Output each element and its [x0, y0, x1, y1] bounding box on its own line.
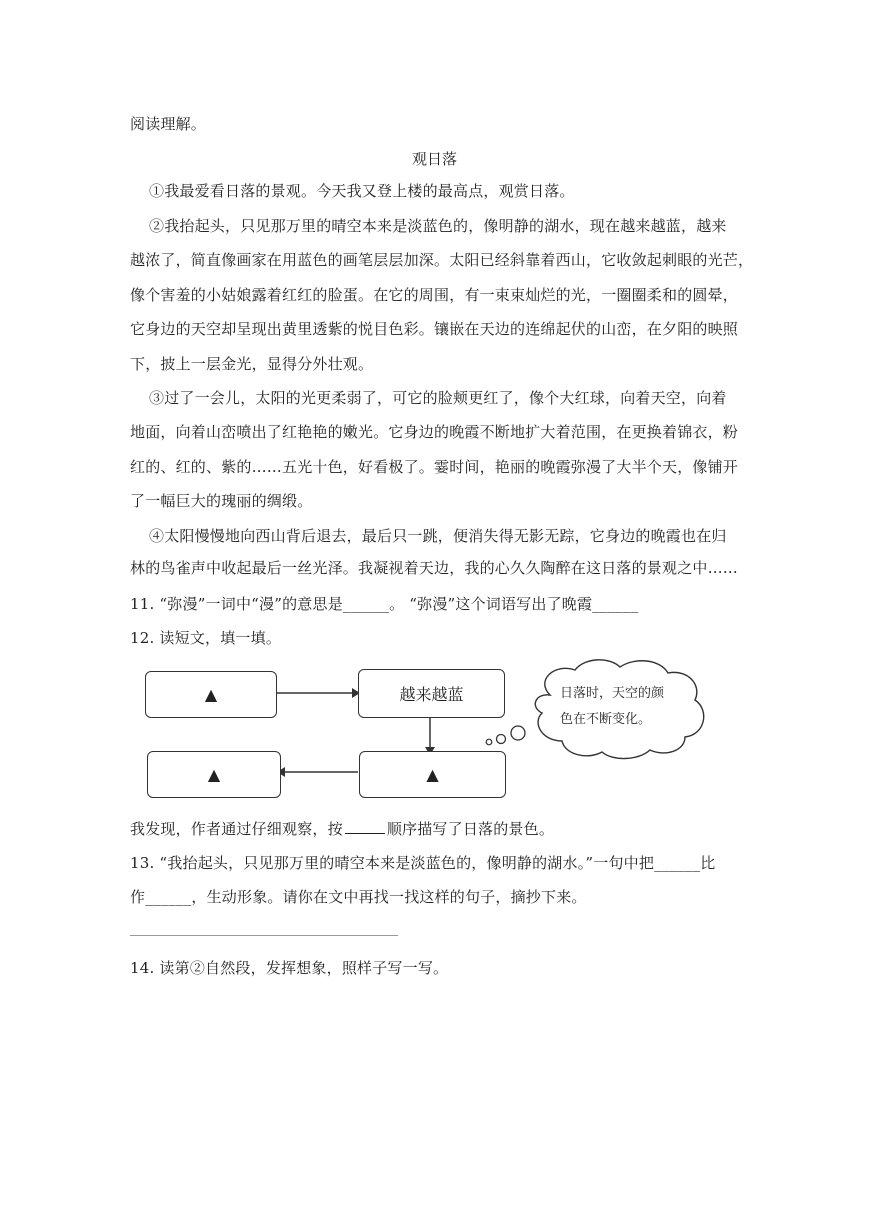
- question-11: 11. “弥漫”一词中“漫”的意思是______。 “弥漫”这个词语写出了晚霞______: [130, 595, 639, 613]
- paragraph-3-line: 地面，向着山峦喷出了红艳艳的嫩光。它身边的晚霞不断地扩大着范围，在更换着锦衣，粉: [130, 423, 739, 441]
- intro-text: 阅读理解。: [130, 115, 207, 133]
- paragraph-3-line: ③过了一会儿，太阳的光更柔弱了，可它的脸颊更红了，像个大红球，向着天空，向着: [149, 389, 727, 407]
- thought-bubble-medium: [497, 735, 506, 744]
- paragraph-3-line: 了一幅巨大的瑰丽的绸缎。: [130, 492, 313, 510]
- paragraph-2-line: 越浓了，简直像画家在用蓝色的画笔层层加深。太阳已经斜靠着西山，它收敛起刺眼的光芒，: [130, 251, 754, 269]
- paragraph-2-line: 像个害羞的小姑娘露着红红的脸蛋。在它的周围，有一束束灿烂的光，一圈圈柔和的圆晕，: [130, 286, 739, 304]
- flow-box-top-right: [358, 669, 505, 718]
- answer-text-after: 顺序描写了日落的景色。: [386, 820, 555, 838]
- thought-bubble-small: [486, 739, 492, 745]
- answer-line[interactable]: [130, 935, 398, 936]
- flow-diagram: [140, 655, 740, 805]
- flow-box-top-left[interactable]: [145, 671, 277, 718]
- triangle-placeholder: ▲: [204, 685, 218, 704]
- triangle-placeholder: ▲: [426, 765, 439, 784]
- question-13-line: 13. “我抬起头，只见那万里的晴空本来是淡蓝色的，像明静的湖水。”一句中把______比: [130, 854, 716, 872]
- paragraph-3-line: 红的、红的、紫的……五光十色，好看极了。霎时间，艳丽的晚霞弥漫了大半个天，像铺开: [130, 458, 739, 476]
- triangle-placeholder: ▲: [207, 765, 221, 784]
- answer-text-before: 我发现，作者通过仔细观察，按: [130, 820, 343, 838]
- paragraph-2-line: 下，披上一层金光，显得分外壮观。: [130, 355, 374, 373]
- cloud-text-line: 色在不断变化。: [560, 712, 652, 727]
- cloud-text-line: 日落时，天空的颜: [560, 686, 665, 701]
- paragraph-2-line: ②我抬起头，只见那万里的晴空本来是淡蓝色的，像明静的湖水，现在越来越蓝，越来: [149, 217, 727, 235]
- answer-blank[interactable]: [345, 832, 385, 834]
- thought-bubble-large: [511, 726, 525, 740]
- flow-box-label: 越来越蓝: [399, 685, 464, 704]
- paragraph-4-line: 林的鸟雀声中收起最后一丝光泽。我凝视着天边，我的心久久陶醉在这日落的景观之中……: [130, 559, 739, 577]
- flow-box-bottom-left[interactable]: [147, 751, 281, 798]
- question-14: 14. 读第②自然段，发挥想象，照样子写一写。: [130, 959, 449, 977]
- question-13-line: 作______，生动形象。请你在文中再找一找这样的句子，摘抄下来。: [130, 888, 587, 906]
- cloud-text: [560, 681, 664, 733]
- flow-box-bottom-right[interactable]: [359, 751, 506, 798]
- passage-title: 观日落: [411, 150, 457, 168]
- paragraph-2-line: 它身边的天空却呈现出黄里透紫的悦目色彩。镶嵌在天边的连绵起伏的山峦，在夕阳的映照: [130, 320, 739, 338]
- paragraph-4-line: ④太阳慢慢地向西山背后退去，最后只一跳，便消失得无影无踪，它身边的晚霞也在归: [149, 527, 727, 545]
- question-12-prompt: 12. 读短文，填一填。: [130, 629, 282, 647]
- paragraph-1: ①我最爱看日落的景观。今天我又登上楼的最高点，观赏日落。: [149, 182, 575, 200]
- question-12-answer: [130, 818, 554, 839]
